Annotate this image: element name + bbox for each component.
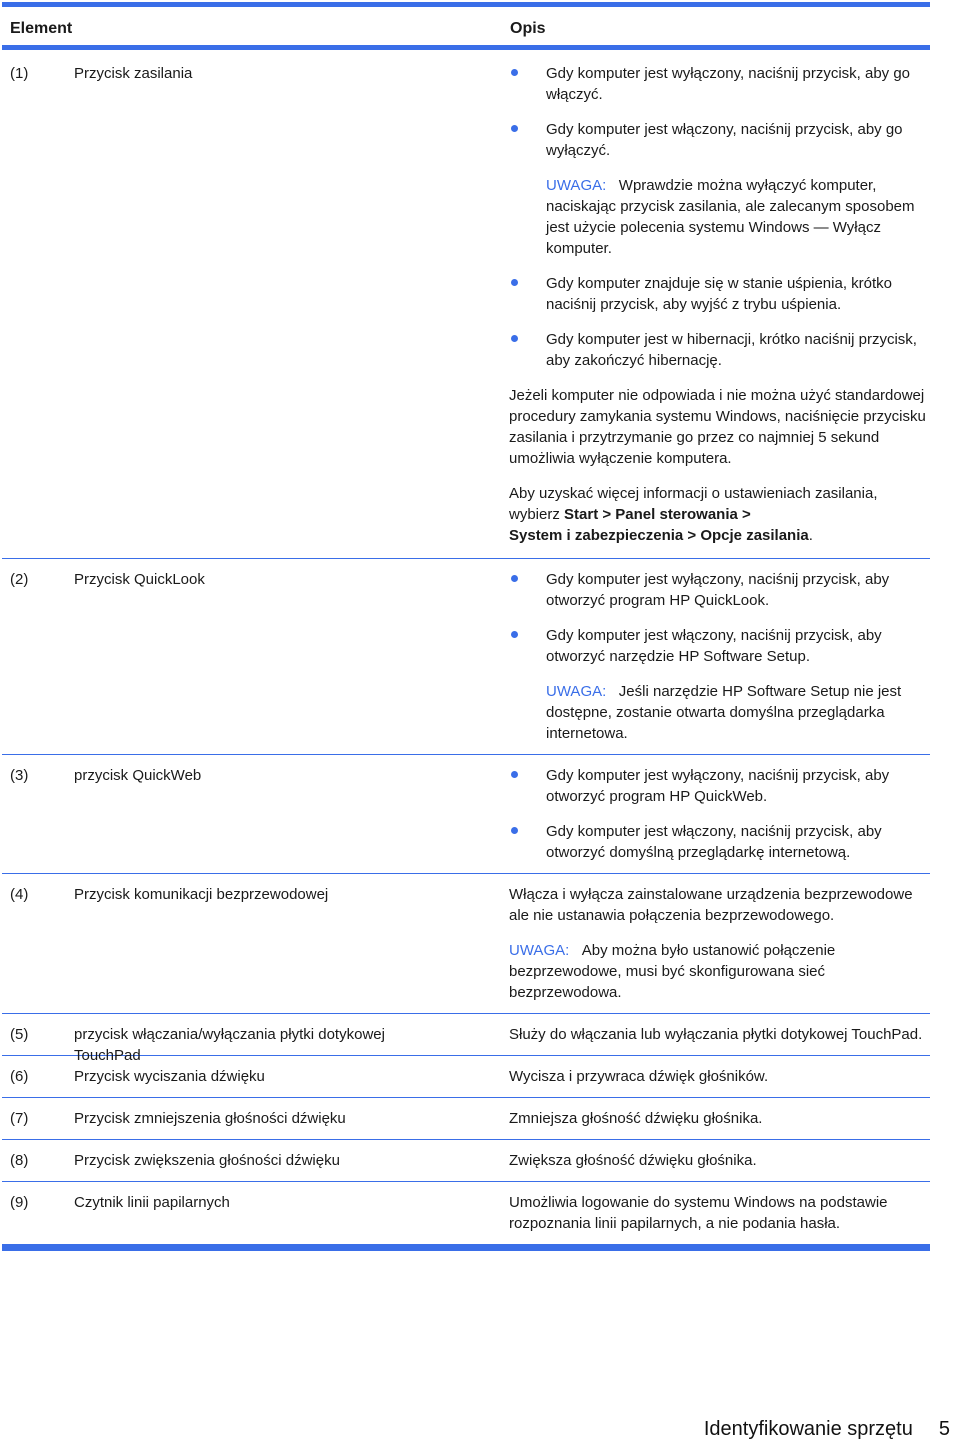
header-description: Opis bbox=[510, 20, 546, 37]
row-number: (6) bbox=[10, 1068, 29, 1085]
table-row bbox=[2, 1098, 930, 1140]
table-row bbox=[2, 1056, 930, 1098]
note-text: Jeśli narzędzie HP Software Setup nie jest dostępne, zostanie otwarta domyślna przeglądarka internetowa. bbox=[546, 683, 902, 742]
bullet-text: Gdy komputer jest wyłączony, naciśnij przycisk, aby otworzyć program HP QuickWeb. bbox=[546, 767, 890, 805]
table-header bbox=[2, 7, 930, 45]
bullet-icon bbox=[511, 631, 518, 638]
row-description: Umożliwia logowanie do systemu Windows na podstawie rozpoznania linii papilarnych, a nie podania hasła. bbox=[509, 1194, 888, 1232]
list-item bbox=[509, 119, 927, 161]
paragraph-power-settings bbox=[509, 483, 927, 546]
row-description: Służy do włączania lub wyłączania płytki dotykowej TouchPad. bbox=[509, 1026, 923, 1043]
bullet-icon bbox=[511, 279, 518, 286]
table-row bbox=[2, 1182, 930, 1234]
row-element-name: Czytnik linii papilarnych bbox=[74, 1194, 230, 1211]
note bbox=[509, 681, 927, 744]
row-number: (2) bbox=[10, 571, 29, 588]
footer-title: Identyfikowanie sprzętu bbox=[703, 1418, 913, 1440]
row-description bbox=[509, 569, 927, 744]
table-row bbox=[2, 50, 930, 559]
component-table bbox=[2, 0, 930, 1251]
note-label: UWAGA: bbox=[546, 177, 607, 194]
row-number: (1) bbox=[10, 65, 29, 82]
row-element-name: Przycisk zasilania bbox=[74, 65, 193, 82]
row-description: Zmniejsza głośność dźwięku głośnika. bbox=[509, 1110, 763, 1127]
row-description bbox=[509, 884, 927, 1003]
note bbox=[509, 175, 927, 259]
list-item bbox=[509, 569, 927, 611]
bullet-text: Gdy komputer znajduje się w stanie uśpienia, krótko naciśnij przycisk, aby wyjść z trybu uśpienia. bbox=[546, 275, 893, 313]
bullet-icon bbox=[511, 335, 518, 342]
note-text: Wprawdzie można wyłączyć komputer, naciskając przycisk zasilania, ale zalecanym sposobem jest użycie polecenia systemu Windows — Wyłącz komputer. bbox=[546, 177, 915, 257]
table-bottom-rule bbox=[2, 1244, 930, 1251]
list-item bbox=[509, 329, 927, 371]
row-element-name: przycisk włączania/wyłączania płytki dotykowej TouchPad bbox=[74, 1026, 385, 1064]
page-number: 5 bbox=[938, 1418, 950, 1440]
list-item bbox=[509, 273, 927, 315]
row-description bbox=[509, 765, 927, 863]
row-number: (8) bbox=[10, 1152, 29, 1169]
row-element-name: przycisk QuickWeb bbox=[74, 767, 202, 784]
table-row bbox=[2, 874, 930, 1014]
row-number: (4) bbox=[10, 886, 29, 903]
table-row bbox=[2, 1140, 930, 1182]
list-item bbox=[509, 63, 927, 105]
row-element-name: Przycisk zwiększenia głośności dźwięku bbox=[74, 1152, 340, 1169]
list-item bbox=[509, 625, 927, 667]
row-description bbox=[509, 63, 927, 546]
row-element-name: Przycisk QuickLook bbox=[74, 571, 205, 588]
row-number: (7) bbox=[10, 1110, 29, 1127]
row-description: Wycisza i przywraca dźwięk głośników. bbox=[509, 1068, 769, 1085]
note-text: Aby można było ustanowić połączenie bezprzewodowe, musi być skonfigurowana sieć bezprzewodowa. bbox=[509, 942, 836, 1001]
bullet-text: Gdy komputer jest włączony, naciśnij przycisk, aby otworzyć narzędzie HP Software Setup. bbox=[546, 627, 882, 665]
table-row bbox=[2, 1014, 930, 1064]
paragraph-end: . bbox=[808, 527, 813, 544]
note bbox=[509, 940, 927, 1003]
menu-path-1: Start > Panel sterowania > bbox=[564, 506, 751, 523]
bullet-icon bbox=[511, 575, 518, 582]
bullet-text: Gdy komputer jest w hibernacji, krótko naciśnij przycisk, aby zakończyć hibernację. bbox=[546, 331, 917, 369]
bullet-icon bbox=[511, 771, 518, 778]
bullet-icon bbox=[511, 827, 518, 834]
row-element-name: Przycisk wyciszania dźwięku bbox=[74, 1068, 265, 1085]
bullet-icon bbox=[511, 125, 518, 132]
row-number: (5) bbox=[10, 1026, 29, 1043]
bullet-text: Gdy komputer jest włączony, naciśnij przycisk, aby otworzyć domyślną przeglądarkę internetową. bbox=[546, 823, 882, 861]
table-row bbox=[2, 559, 930, 755]
paragraph-text: Aby uzyskać więcej informacji o ustawieniach zasilania, wybierz bbox=[509, 485, 878, 523]
page-footer bbox=[704, 1418, 950, 1441]
note-label: UWAGA: bbox=[509, 942, 570, 959]
bullet-text: Gdy komputer jest wyłączony, naciśnij przycisk, aby go włączyć. bbox=[546, 65, 911, 103]
bullet-text: Gdy komputer jest włączony, naciśnij przycisk, aby go wyłączyć. bbox=[546, 121, 903, 159]
paragraph: Jeżeli komputer nie odpowiada i nie można użyć standardowej procedury zamykania systemu Windows, naciśnięcie przycisku zasilania i przytrzymanie go przez co najmniej 5 sekund umożliwia wyłączenie komputera. bbox=[509, 387, 926, 467]
list-item bbox=[509, 765, 927, 807]
row-number: (9) bbox=[10, 1194, 29, 1211]
row-element-name: Przycisk komunikacji bezprzewodowej bbox=[74, 886, 329, 903]
table-row bbox=[2, 755, 930, 874]
row-element-name: Przycisk zmniejszenia głośności dźwięku bbox=[74, 1110, 346, 1127]
bullet-text: Gdy komputer jest wyłączony, naciśnij przycisk, aby otworzyć program HP QuickLook. bbox=[546, 571, 890, 609]
row-description: Zwiększa głośność dźwięku głośnika. bbox=[509, 1152, 757, 1169]
row-number: (3) bbox=[10, 767, 29, 784]
menu-path-2: System i zabezpieczenia > Opcje zasilania bbox=[509, 527, 809, 544]
list-item bbox=[509, 821, 927, 863]
paragraph: Włącza i wyłącza zainstalowane urządzenia bezprzewodowe ale nie ustanawia połączenia bezprzewodowego. bbox=[509, 886, 913, 924]
note-label: UWAGA: bbox=[546, 683, 607, 700]
header-element: Element bbox=[10, 20, 73, 37]
bullet-icon bbox=[511, 69, 518, 76]
